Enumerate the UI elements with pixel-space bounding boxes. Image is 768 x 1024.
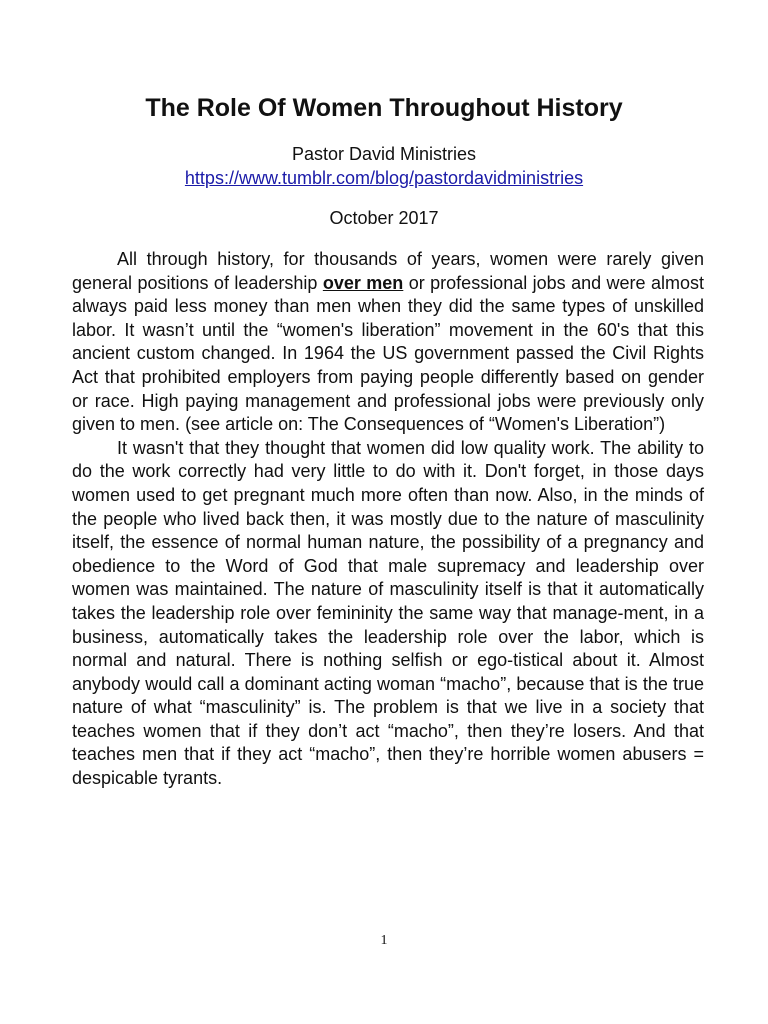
document-date: October 2017 (329, 208, 439, 228)
url-line (0, 166, 768, 190)
document-title: The Role Of Women Throughout History (145, 94, 623, 122)
document-body (72, 248, 704, 791)
paragraph-1-rest: or professional jobs and were almost always paid less money than men when they did the same types of unskilled labor. It wasn’t until the “women's liberation” movement in the 60's that this ancient custom changed. In 1964 the US government passed the Civil Rights Act that prohibited employers from paying people differently based on gender or race. High paying management and professional jobs were previously only given to men. (see article on: The Consequences of “Women's Liberation”) (72, 272, 704, 435)
source-link[interactable]: https://www.tumblr.com/blog/pastordavidministries (184, 168, 584, 188)
page-number: 1 (380, 933, 388, 948)
paragraph-1-lead: All through history, for thousands of years, women were rarely given general positions of leadership (72, 249, 704, 293)
paragraph-1 (72, 248, 704, 437)
author-line: Pastor David Ministries (291, 144, 477, 164)
paragraph-2: It wasn't that they thought that women did low quality work. The ability to do the work correctly had very little to do with it. Don't forget, in those days women used to get pregnant much more often than now. Also, in the minds of the people who lived back then, it was mostly due to the nature of masculinity itself, the essence of normal human nature, the possibility of a pregnancy and obedience to the Word of God that male supremacy and leadership over women was maintained. The nature of masculinity itself is that it automatically takes the leadership role over femininity the same way that manage-ment, in a business, automatically takes the leadership role over the labor, which is normal and natural. There is nothing selfish or ego-tistical about it. Almost anybody would call a dominant acting woman “macho”, because that is the true nature of what “masculinity” is. The problem is that we live in a society that teaches women that if they don’t act “macho”, then they’re losers. And that teaches men that if they act “macho”, then they’re horrible women abusers = despicable tyrants. (72, 437, 704, 789)
emphasized-phrase: over men (322, 272, 404, 293)
